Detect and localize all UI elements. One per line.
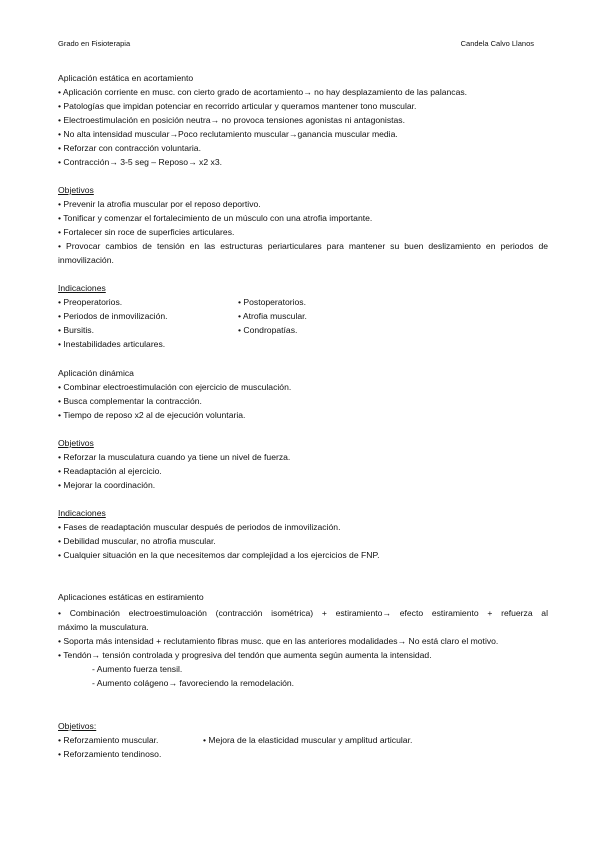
list-item: • Periodos de inmovilización. bbox=[58, 311, 168, 321]
section-subtitle-objectives: Objetivos bbox=[58, 438, 94, 448]
list-item: • Reforzamiento tendinoso. bbox=[58, 749, 162, 759]
list-item: • Busca complementar la contracción. bbox=[58, 396, 202, 406]
section-subtitle-indications: Indicaciones bbox=[58, 508, 106, 518]
list-item: • Tendón→ tensión controlada y progresiva del tendón que aumenta según aumenta la intensidad. bbox=[58, 650, 432, 660]
header-author: Candela Calvo Llanos bbox=[460, 39, 534, 48]
list-item: • Mejora de la elasticidad muscular y amplitud articular. bbox=[203, 735, 413, 745]
section-title-dynamic: Aplicación dinámica bbox=[58, 368, 134, 378]
list-item: • Combinación electroestimuloación (contracción isométrica) + estiramiento→ efecto estiramiento + refuerza al bbox=[58, 608, 548, 618]
sub-list-item: - Aumento fuerza tensil. bbox=[92, 664, 183, 674]
list-item: • Patologías que impidan potenciar en recorrido articular y queramos mantener tono muscular. bbox=[58, 101, 417, 111]
list-item: • Combinar electroestimulación con ejercicio de musculación. bbox=[58, 382, 292, 392]
header-course: Grado en Fisioterapia bbox=[58, 39, 131, 48]
list-item-continuation: inmovilización. bbox=[58, 255, 114, 265]
list-item: • Reforzar la musculatura cuando ya tiene un nivel de fuerza. bbox=[58, 452, 291, 462]
sub-list-item: - Aumento colágeno→ favoreciendo la remodelación. bbox=[92, 678, 295, 688]
list-item: • Contracción→ 3-5 seg – Reposo→ x2 x3. bbox=[58, 157, 222, 167]
section-subtitle-indications: Indicaciones bbox=[58, 283, 106, 293]
section-title-static-shortening: Aplicación estática en acortamiento bbox=[58, 73, 194, 83]
list-item: • Fortalecer sin roce de superficies articulares. bbox=[58, 227, 235, 237]
section-subtitle-objectives: Objetivos bbox=[58, 185, 94, 195]
list-item: • Condropatías. bbox=[238, 325, 298, 335]
section-subtitle-objectives: Objetivos: bbox=[58, 721, 97, 731]
list-item-continuation: máximo la musculatura. bbox=[58, 622, 149, 632]
list-item: • No alta intensidad muscular→Poco reclutamiento muscular→ganancia muscular media. bbox=[58, 129, 398, 139]
list-item: • Inestabilidades articulares. bbox=[58, 339, 166, 349]
list-item: • Prevenir la atrofia muscular por el reposo deportivo. bbox=[58, 199, 261, 209]
list-item: • Atrofia muscular. bbox=[238, 311, 307, 321]
list-item: • Soporta más intensidad + reclutamiento fibras musc. que en las anteriores modalidades→ No está claro el motivo. bbox=[58, 636, 499, 646]
list-item: • Debilidad muscular, no atrofia muscular. bbox=[58, 536, 216, 546]
list-item: • Tonificar y comenzar el fortalecimiento de un músculo con una atrofia importante. bbox=[58, 213, 373, 223]
list-item: • Readaptación al ejercicio. bbox=[58, 466, 162, 476]
list-item: • Aplicación corriente en musc. con cierto grado de acortamiento→ no hay desplazamiento de las palancas. bbox=[58, 87, 468, 97]
list-item: • Fases de readaptación muscular después de periodos de inmovilización. bbox=[58, 522, 341, 532]
section-title-static-stretching: Aplicaciones estáticas en estiramiento bbox=[58, 592, 204, 602]
list-item: • Postoperatorios. bbox=[238, 297, 306, 307]
list-item: • Provocar cambios de tensión en las estructuras periarticulares para mantener su buen deslizamiento en periodos de bbox=[58, 241, 548, 251]
list-item: • Bursitis. bbox=[58, 325, 94, 335]
list-item: • Reforzar con contracción voluntaria. bbox=[58, 143, 201, 153]
list-item: • Electroestimulación en posición neutra→ no provoca tensiones agonistas ni antagonistas. bbox=[58, 115, 405, 125]
list-item: • Tiempo de reposo x2 al de ejecución voluntaria. bbox=[58, 410, 246, 420]
list-item: • Preoperatorios. bbox=[58, 297, 123, 307]
list-item: • Reforzamiento muscular. bbox=[58, 735, 159, 745]
list-item: • Cualquier situación en la que necesitemos dar complejidad a los ejercicios de FNP. bbox=[58, 550, 380, 560]
list-item: • Mejorar la coordinación. bbox=[58, 480, 156, 490]
